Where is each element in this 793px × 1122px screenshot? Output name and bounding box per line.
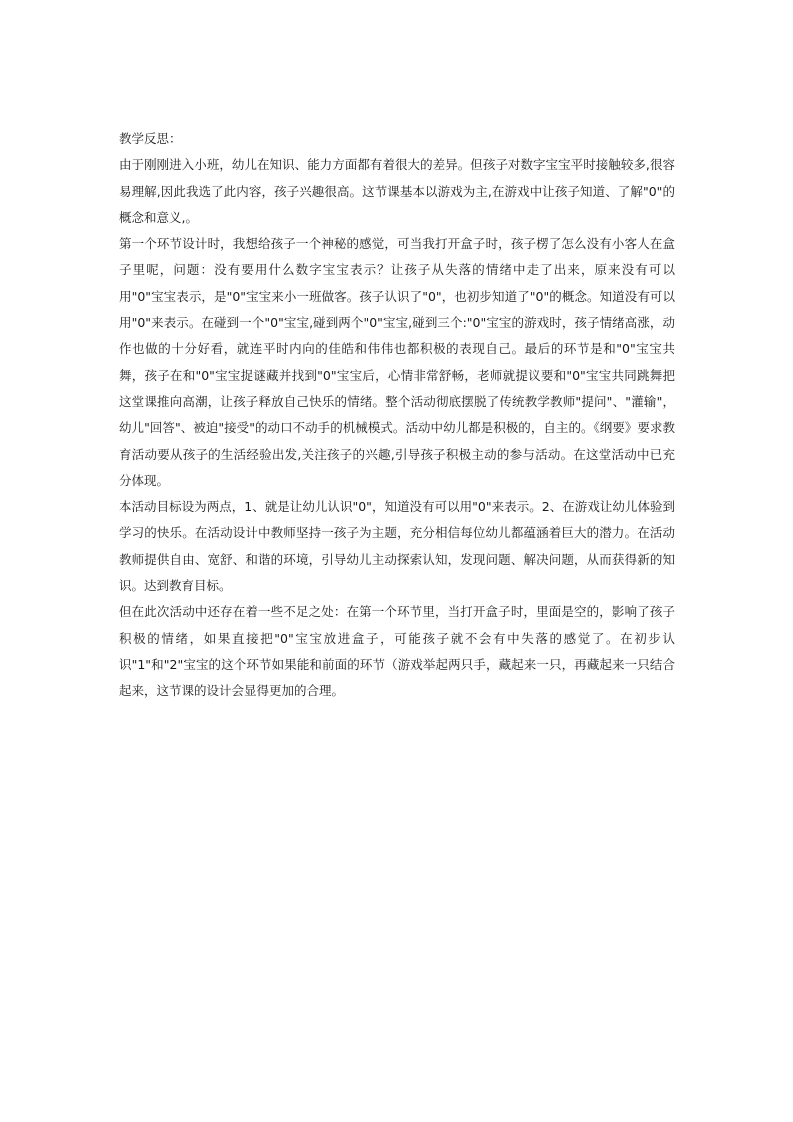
section-heading: 教学反思： — [119, 131, 182, 146]
paragraph-first-stage: 第一个环节设计时，我想给孩子一个神秘的感觉，可当我打开盒子时，孩子楞了怎么没有小客人在盒子里呢，问题：没有要用什么数字宝宝表示？让孩子从失落的情绪中走了出来，原来没有可以用"0"宝宝表示，是"0"宝宝来小一班做客。孩子认识了"0"，也初步知道了"0"的概念。知道没有可以用"0"来表示。在碰到一个"0"宝宝,碰到两个"0"宝宝,碰到三个:"0"宝宝的游戏时，孩子情绪高涨，动作也做的十分好看，就连平时内向的佳皓和伟伟也都积极的表现自己。最后的环节是和"0"宝宝共舞，孩子在和"0"宝宝捉谜藏并找到"0"宝宝后，心情非常舒畅，老师就提议要和"0"宝宝共同跳舞把这堂课推向高潮，让孩子释放自己快乐的情绪。整个活动彻底摆脱了传统教学教师"提问"、"灌输"，幼儿"回答"、被迫"接受"的动口不动手的机械模式。活动中幼儿都是积极的，自主的。《纲要》要求教育活动要从孩子的生活经验出发,关注孩子的兴趣,引导孩子积极主动的参与活动。在这堂活动中已充分体现。 — [119, 236, 675, 488]
paragraph-shortcomings: 但在此次活动中还存在着一些不足之处：在第一个环节里，当打开盒子时，里面是空的，影响了孩子积极的情绪，如果直接把"0"宝宝放进盒子，可能孩子就不会有中失落的感觉了。在初步认识"1"和"2"宝宝的这个环节如果能和前面的环节（游戏举起两只手，藏起来一只，再藏起来一只结合起来，这节课的设计会显得更加的合理。 — [119, 604, 675, 699]
paragraph-goals: 本活动目标设为两点，1、就是让幼儿认识"0"，知道没有可以用"0"来表示。2、在游戏让幼儿体验到学习的快乐。在活动设计中教师坚持一孩子为主题，充分相信每位幼儿都蕴涵着巨大的潜力。在活动教师提供自由、宽舒、和谐的环境，引导幼儿主动探索认知，发现问题、解决问题，从而获得新的知识。达到教育目标。 — [119, 499, 675, 594]
paragraph-intro: 由于刚刚进入小班，幼儿在知识、能力方面都有着很大的差异。但孩子对数字宝宝平时接触较多,很容易理解,因此我选了此内容，孩子兴趣很高。这节课基本以游戏为主,在游戏中让孩子知道、了解"0"的概念和意义,。 — [119, 157, 675, 225]
document-body — [119, 126, 675, 705]
